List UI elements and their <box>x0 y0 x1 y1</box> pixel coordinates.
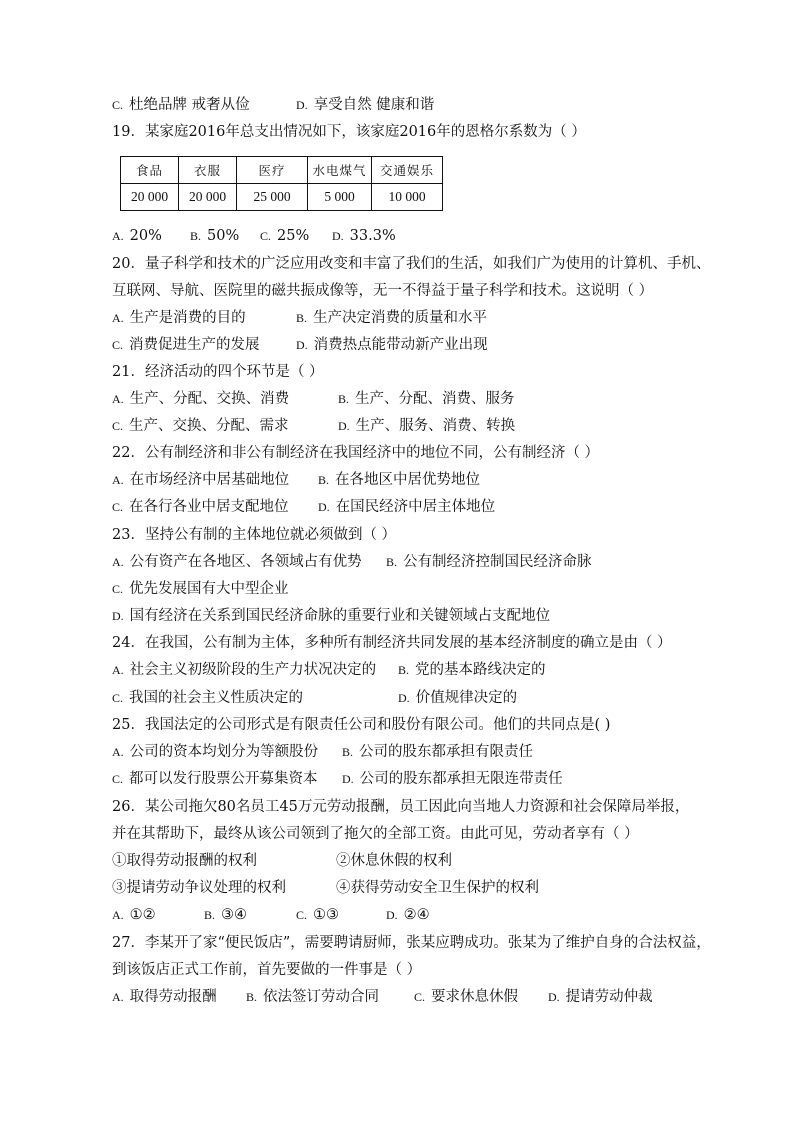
q21-option-a: A. 生产、分配、交换、消费 <box>112 391 290 407</box>
q21-option-c: C. 生产、交换、分配、需求 <box>112 418 289 434</box>
q18-option-d: D. 享受自然 健康和谐 <box>296 97 435 113</box>
table-cell: 25 000 <box>237 184 308 211</box>
q26-option-d: D. ②④ <box>386 907 430 923</box>
q25-stem: 25．我国法定的公司形式是有限责任公司和股份有限公司。他们的共同点是( ) <box>112 717 611 733</box>
q18-option-c: C. 杜绝品牌 戒奢从俭 <box>112 97 250 113</box>
q19-stem: 19．某家庭2016年总支出情况如下，该家庭2016年的恩格尔系数为（ ） <box>112 124 586 140</box>
q26-option-a: A. ①② <box>112 907 156 923</box>
q20-stem-line1: 20．量子科学和技术的广泛应用改变和丰富了我们的生活，如我们广为使用的计算机、手机、 <box>112 256 711 272</box>
table-cell: 10 000 <box>372 184 443 211</box>
q23-stem: 23．坚持公有制的主体地位就必须做到（ ） <box>112 527 397 543</box>
q26-stem-line2: 并在其帮助下，最终从该公司领到了拖欠的全部工资。由此可见，劳动者享有（ ） <box>112 826 639 842</box>
q22-option-a: A. 在市场经济中居基础地位 <box>112 472 290 488</box>
q25-option-a: A. 公司的资本均划分为等额股份 <box>112 744 319 760</box>
table-header: 衣服 <box>179 157 237 184</box>
q23-option-c: C. 优先发展国有大中型企业 <box>112 581 289 597</box>
q23-option-b: B. 公有制经济控制国民经济命脉 <box>386 554 592 570</box>
q23-option-d: D. 国有经济在关系到国民经济命脉的重要行业和关键领域占支配地位 <box>112 608 551 624</box>
table-header: 交通娱乐 <box>372 157 443 184</box>
q24-option-c: C. 我国的社会主义性质决定的 <box>112 690 304 706</box>
q26-item-1: ①取得劳动报酬的权利 <box>112 853 257 869</box>
q26-item-4: ④获得劳动安全卫生保护的权利 <box>336 880 539 896</box>
q23-option-a: A. 公有资产在各地区、各领域占有优势 <box>112 554 362 570</box>
table-cell: 20 000 <box>121 184 179 211</box>
q19-option-b: B. 50% <box>190 228 240 244</box>
q22-option-d: D. 在国民经济中居主体地位 <box>318 499 496 515</box>
table-cell: 20 000 <box>179 184 237 211</box>
q21-option-b: B. 生产、分配、消费、服务 <box>338 391 515 407</box>
q19-option-a: A. 20% <box>112 228 162 244</box>
q25-option-d: D. 公司的股东都承担无限连带责任 <box>342 771 563 787</box>
q25-option-b: B. 公司的股东都承担有限责任 <box>342 744 534 760</box>
table-header: 医疗 <box>237 157 308 184</box>
q26-item-2: ②休息休假的权利 <box>336 853 452 869</box>
q20-option-a: A. 生产是消费的目的 <box>112 310 246 326</box>
q21-option-d: D. 生产、服务、消费、转换 <box>338 418 516 434</box>
q27-option-a: A. 取得劳动报酬 <box>112 989 217 1005</box>
q22-option-c: C. 在各行各业中居支配地位 <box>112 499 289 515</box>
q27-option-c: C. 要求休息休假 <box>414 989 519 1005</box>
q20-stem-line2: 互联网、导航、医院里的磁共振成像等，无一不得益于量子科学和技术。这说明（ ） <box>112 283 654 299</box>
q21-stem: 21．经济活动的四个环节是（ ） <box>112 364 324 380</box>
q24-option-d: D. 价值规律决定的 <box>398 690 518 706</box>
q20-option-c: C. 消费促进生产的发展 <box>112 337 260 353</box>
q25-option-c: C. 都可以发行股票公开募集资本 <box>112 771 318 787</box>
q27-stem-line1: 27．李某开了家“便民饭店”，需要聘请厨师，张某应聘成功。张某为了维护自身的合法权益， <box>112 935 711 951</box>
table-header: 食品 <box>121 157 179 184</box>
q24-option-b: B. 党的基本路线决定的 <box>398 662 546 678</box>
table-cell: 5 000 <box>308 184 372 211</box>
q27-stem-line2: 到该饭店正式工作前，首先要做的一件事是（ ） <box>112 962 422 978</box>
q22-option-b: B. 在各地区中居优势地位 <box>318 472 481 488</box>
q24-stem: 24．在我国，公有制为主体，多种所有制经济共同发展的基本经济制度的确立是由（ ） <box>112 635 672 651</box>
q20-option-d: D. 消费热点能带动新产业出现 <box>296 337 488 353</box>
q26-option-c: C. ①③ <box>296 907 340 923</box>
expense-table <box>120 156 443 211</box>
q27-option-d: D. 提请劳动仲裁 <box>548 989 653 1005</box>
q19-option-c: C. 25% <box>260 228 310 244</box>
q26-stem-line1: 26．某公司拖欠80名员工45万元劳动报酬，员工因此向当地人力资源和社会保障局举报， <box>112 799 690 815</box>
q24-option-a: A. 社会主义初级阶段的生产力状况决定的 <box>112 662 377 678</box>
q27-option-b: B. 依法签订劳动合同 <box>246 989 380 1005</box>
q19-option-d: D. 33.3% <box>332 228 396 244</box>
q20-option-b: B. 生产决定消费的质量和水平 <box>296 310 488 326</box>
table-header: 水电煤气 <box>308 157 372 184</box>
q26-option-b: B. ③④ <box>204 907 248 923</box>
q26-item-3: ③提请劳动争议处理的权利 <box>112 880 286 896</box>
q22-stem: 22．公有制经济和非公有制经济在我国经济中的地位不同，公有制经济（ ） <box>112 445 600 461</box>
